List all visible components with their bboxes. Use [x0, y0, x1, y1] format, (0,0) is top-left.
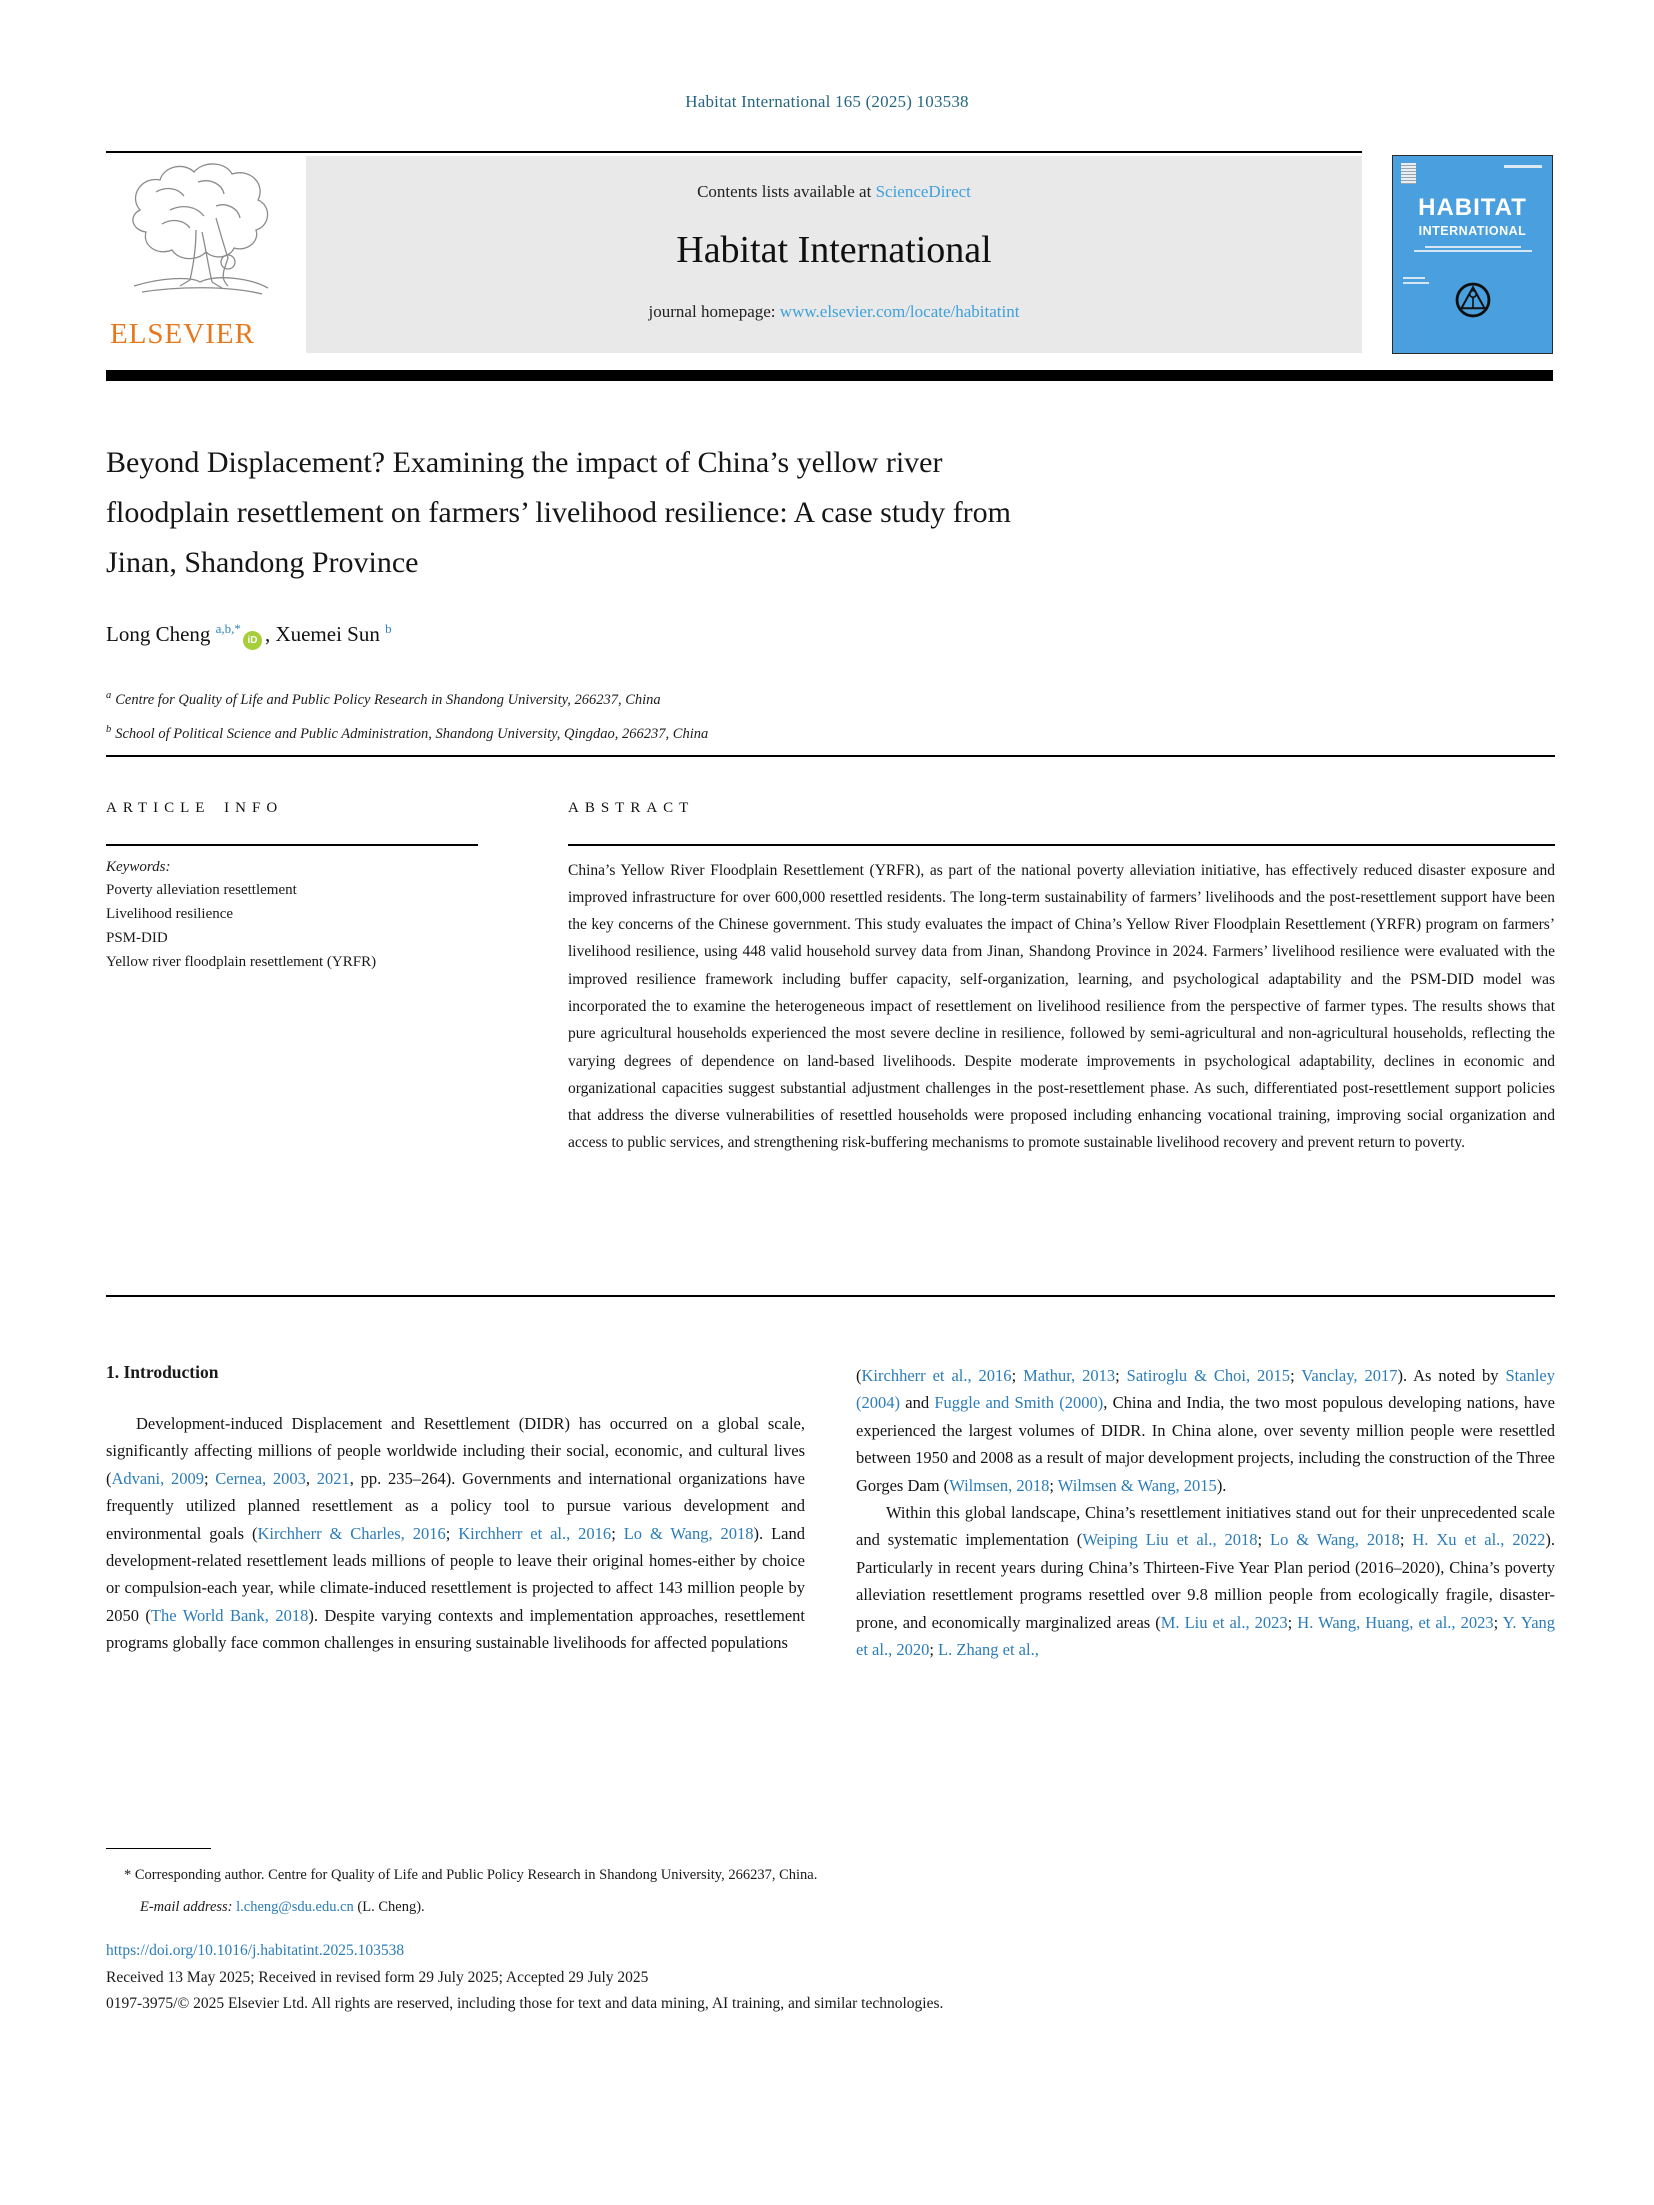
footnote-block — [106, 1848, 1555, 1923]
text-segment: , — [305, 1468, 317, 1488]
orcid-icon[interactable]: iD — [243, 631, 262, 650]
text-segment: ; — [611, 1523, 624, 1543]
article-info-column — [106, 800, 478, 974]
keywords-list — [106, 878, 478, 974]
homepage-link[interactable]: www.elsevier.com/locate/habitatint — [779, 302, 1020, 321]
citation-link[interactable]: Cernea, 2003 — [215, 1468, 306, 1488]
citation-link[interactable]: Advani, 2009 — [111, 1468, 204, 1488]
citation-link[interactable]: Wilmsen & Wang, 2015 — [1057, 1475, 1217, 1495]
intro-left-column — [106, 1362, 805, 1657]
intro-paragraph-1-continued — [856, 1362, 1555, 1499]
text-segment: ; — [1399, 1530, 1413, 1550]
article-info-heading: ARTICLE INFO — [106, 800, 284, 816]
article-footer — [106, 1938, 1555, 2018]
citation-link[interactable]: Kirchherr & Charles, 2016 — [257, 1523, 446, 1543]
text-segment: Within this global landscape, China’s resettlement initiatives stand out for their unprecedented scale and systematic implementation ( — [856, 1503, 1555, 1550]
text-segment: ; — [929, 1640, 939, 1660]
citation-link[interactable]: H. Wang, Huang, et al., 2023 — [1297, 1612, 1494, 1632]
title-line: Beyond Displacement? Examining the impact of China’s yellow river — [106, 446, 943, 479]
keywords-label: Keywords: — [106, 858, 171, 875]
corresponding-author-note: * Corresponding author. Centre for Quality of Life and Public Policy Research in Shandong University, 266237, China. — [124, 1867, 818, 1883]
text-segment: ; — [1287, 1612, 1298, 1632]
cover-issn-line — [1504, 165, 1542, 168]
email-note — [140, 1891, 1555, 1923]
text-segment: ( — [856, 1366, 862, 1385]
author-1-superscript[interactable]: a,b,* — [215, 621, 241, 636]
citation-link[interactable]: Wilmsen, 2018 — [949, 1475, 1050, 1495]
text-segment: ). As noted by — [1397, 1366, 1506, 1385]
journal-masthead: Habitat International — [676, 229, 992, 271]
citation-link[interactable]: Lo & Wang, 2018 — [1270, 1530, 1400, 1550]
citation-link[interactable]: H. Xu et al., 2022 — [1412, 1530, 1546, 1550]
abstract-text: China’s Yellow River Floodplain Resettlement (YRFR), as part of the national poverty alleviation initiative, has effectively reduced disaster exposure and improved infrastructure for over 600,000 resettled residents. The long-term sustainability of farmers’ livelihoods and the post-resettlement support have been the key concerns of the Chinese government. This study evaluates the impact of China’s Yellow River Floodplain Resettlement (YRFR) program on farmers’ livelihood resilience, using 448 valid household survey data from Jinan, Shandong Province in 2024. Farmers’ livelihood resilience were evaluated with the improved resilience framework including buffer capacity, self-organization, learning, and psychological adaptability and the PSM-DID model was incorporated the to examine the heterogeneous impact of resettlement on livelihood resilience from the perspective of farmer types. The results shows that pure agricultural households experienced the most severe decline in resilience, followed by semi-agricultural and non-agricultural households, reflecting the varying degrees of dependence on land-based livelihoods. Despite moderate improvements in psychological adaptability, declines in economic and organizational capacities suggest substantial adjustment challenges in the post-resettlement phase. As such, differentiated post-resettlement support policies that address the diverse vulnerabilities of resettled households were proposed including enhancing vocational training, improving social organization and access to public services, and strengthening risk-buffering mechanisms to promote sustainable livelihood recovery and prevent return to poverty. — [568, 861, 1555, 1152]
article-info-rule — [106, 844, 478, 846]
text-segment: (L. Cheng). — [353, 1899, 425, 1915]
citation-link[interactable]: Kirchherr et al., 2016 — [458, 1523, 612, 1543]
citation-link[interactable]: Y. Yang et al., 2020 — [856, 1612, 1556, 1660]
author-line — [106, 622, 392, 650]
affiliation-a — [106, 684, 708, 718]
journal-cover-emblem-icon — [1451, 278, 1495, 327]
text-segment: ; — [1049, 1475, 1058, 1495]
received-dates: Received 13 May 2025; Received in revised form 29 July 2025; Accepted 29 July 2025 — [106, 1968, 649, 1986]
contents-prefix: Contents lists available at — [697, 182, 876, 201]
text-segment: ; — [203, 1468, 216, 1488]
journal-header — [106, 156, 1362, 353]
elsevier-logo[interactable] — [106, 156, 306, 353]
citation-link[interactable]: l.cheng@sdu.edu.cn — [236, 1899, 354, 1915]
text-segment: ; — [1115, 1366, 1127, 1385]
text-segment: ; — [445, 1523, 459, 1543]
citation-link[interactable]: Stanley (2004) — [856, 1366, 1555, 1413]
citation-link[interactable]: L. Zhang et al., — [938, 1640, 1039, 1660]
elsevier-tree-icon — [116, 158, 284, 308]
keyword-item: Yellow river floodplain resettlement (YRFR) — [106, 953, 377, 970]
cover-tagline-bars — [1393, 244, 1552, 252]
keyword-item: Poverty alleviation resettlement — [106, 881, 297, 898]
citation-link[interactable]: Kirchherr et al., 2016 — [861, 1366, 1012, 1385]
text-segment: ; — [1290, 1366, 1302, 1385]
info-block-bottom-rule — [106, 1295, 1555, 1297]
header-black-bar — [106, 370, 1553, 381]
cover-subtitle: INTERNATIONAL — [1418, 224, 1527, 238]
abstract-rule — [568, 844, 1555, 846]
keyword-item: PSM-DID — [106, 929, 168, 946]
citation-link[interactable]: M. Liu et al., 2023 — [1160, 1612, 1288, 1632]
title-line: floodplain resettlement on farmers’ livelihood resilience: A case study from — [106, 496, 1012, 529]
intro-paragraph-1 — [106, 1410, 805, 1657]
keyword-item: Livelihood resilience — [106, 905, 234, 922]
top-divider — [106, 151, 1362, 153]
elsevier-wordmark: ELSEVIER — [110, 318, 255, 350]
text-segment: ). Land development-related resettlement leads millions of people to leave their original homes-either by choice or compulsion-each year, while climate-induced resettlement is projected to affect 143 million people by 2050 ( — [106, 1523, 805, 1625]
doi-link[interactable]: https://doi.org/10.1016/j.habitatint.2025.103538 — [106, 1942, 405, 1959]
copyright-line: 0197-3975/© 2025 Elsevier Ltd. All rights are reserved, including those for text and data mining, AI training, and similar technologies. — [106, 1995, 944, 2012]
text-segment: ; — [1493, 1612, 1503, 1632]
journal-cover-thumbnail[interactable] — [1392, 155, 1553, 354]
text-segment: ; — [1011, 1366, 1024, 1385]
text-segment: and — [900, 1393, 935, 1413]
text-segment: ). Particularly in recent years during China’s Thirteen-Five Year Plan period (2016–2020), China’s poverty alleviation resettlement programs resettled over 9.8 million people from ecologically fragile, disaster-prone, and economically marginalized areas ( — [856, 1530, 1555, 1632]
text-segment: Development-induced Displacement and Resettlement (DIDR) has occurred on a global scale, significantly affecting millions of people worldwide including their social, economic, and cultural lives ( — [106, 1414, 805, 1488]
author-name-1[interactable]: Long Cheng — [106, 622, 216, 646]
cover-elsevier-mini-logo-icon — [1401, 163, 1416, 184]
affiliation-a-superscript: a — [106, 690, 112, 701]
intro-right-column — [856, 1362, 1555, 1663]
cover-title: HABITAT — [1418, 194, 1527, 221]
journal-banner — [306, 156, 1362, 353]
cover-side-bars — [1403, 274, 1429, 284]
citation-link[interactable]: Satiroglu & Choi, 2015 — [1126, 1366, 1291, 1385]
text-segment: ). Despite varying contexts and implementation approaches, resettlement programs globally face common challenges in ensuring sustainable livelihoods for affected populations — [106, 1605, 806, 1653]
citation-link[interactable]: The World Bank, 2018 — [150, 1605, 309, 1625]
citation-link[interactable]: Vanclay, 2017 — [1301, 1366, 1398, 1385]
text-segment: , China and India, the two most populous developing nations, have experienced the largest volumes of DIDR. In China alone, over seventy million people were resettled between 1950 and 2008 as a result of major development projects, including the construction of the Three Gorges Dam ( — [856, 1393, 1556, 1495]
section-heading-introduction: 1. Introduction — [106, 1362, 219, 1382]
citation-link[interactable]: Lo & Wang, 2018 — [623, 1523, 754, 1543]
text-segment: ; — [1257, 1530, 1271, 1550]
affiliation-b-superscript: b — [106, 724, 112, 735]
homepage-prefix: journal homepage: — [648, 302, 780, 321]
text-segment: E-mail address: — [140, 1899, 237, 1915]
citation-link[interactable]: 2021 — [316, 1468, 350, 1488]
title-line: Jinan, Shandong Province — [106, 546, 419, 579]
sciencedirect-link[interactable]: ScienceDirect — [875, 182, 971, 201]
author-name-2[interactable]: , Xuemei Sun — [264, 622, 386, 646]
contents-line — [306, 182, 1362, 202]
abstract-heading: ABSTRACT — [568, 800, 695, 816]
abstract-column — [568, 800, 1555, 1157]
citation-link[interactable]: Fuggle and Smith (2000) — [934, 1393, 1104, 1413]
text-segment: ). — [1216, 1475, 1227, 1495]
affiliation-b — [106, 718, 708, 752]
affiliations — [106, 684, 708, 752]
footnote-rule — [106, 1848, 211, 1849]
article-title — [106, 438, 1256, 588]
homepage-line — [306, 302, 1362, 322]
citation-link[interactable]: Mathur, 2013 — [1023, 1366, 1116, 1385]
journal-reference: Habitat International 165 (2025) 103538 — [685, 92, 969, 111]
intro-paragraph-2 — [856, 1499, 1555, 1663]
info-block-top-rule — [106, 755, 1555, 757]
affiliation-a-text: Centre for Quality of Life and Public Policy Research in Shandong University, 266237, China — [115, 692, 661, 708]
affiliation-b-text: School of Political Science and Public Administration, Shandong University, Qingdao, 266237, China — [115, 726, 709, 742]
author-2-superscript[interactable]: b — [385, 621, 392, 636]
text-segment: , pp. 235–264). Governments and international organizations have frequently utilized planned resettlement as a policy tool to pursue various development and environmental goals ( — [106, 1468, 805, 1543]
citation-link[interactable]: Weiping Liu et al., 2018 — [1082, 1530, 1258, 1550]
